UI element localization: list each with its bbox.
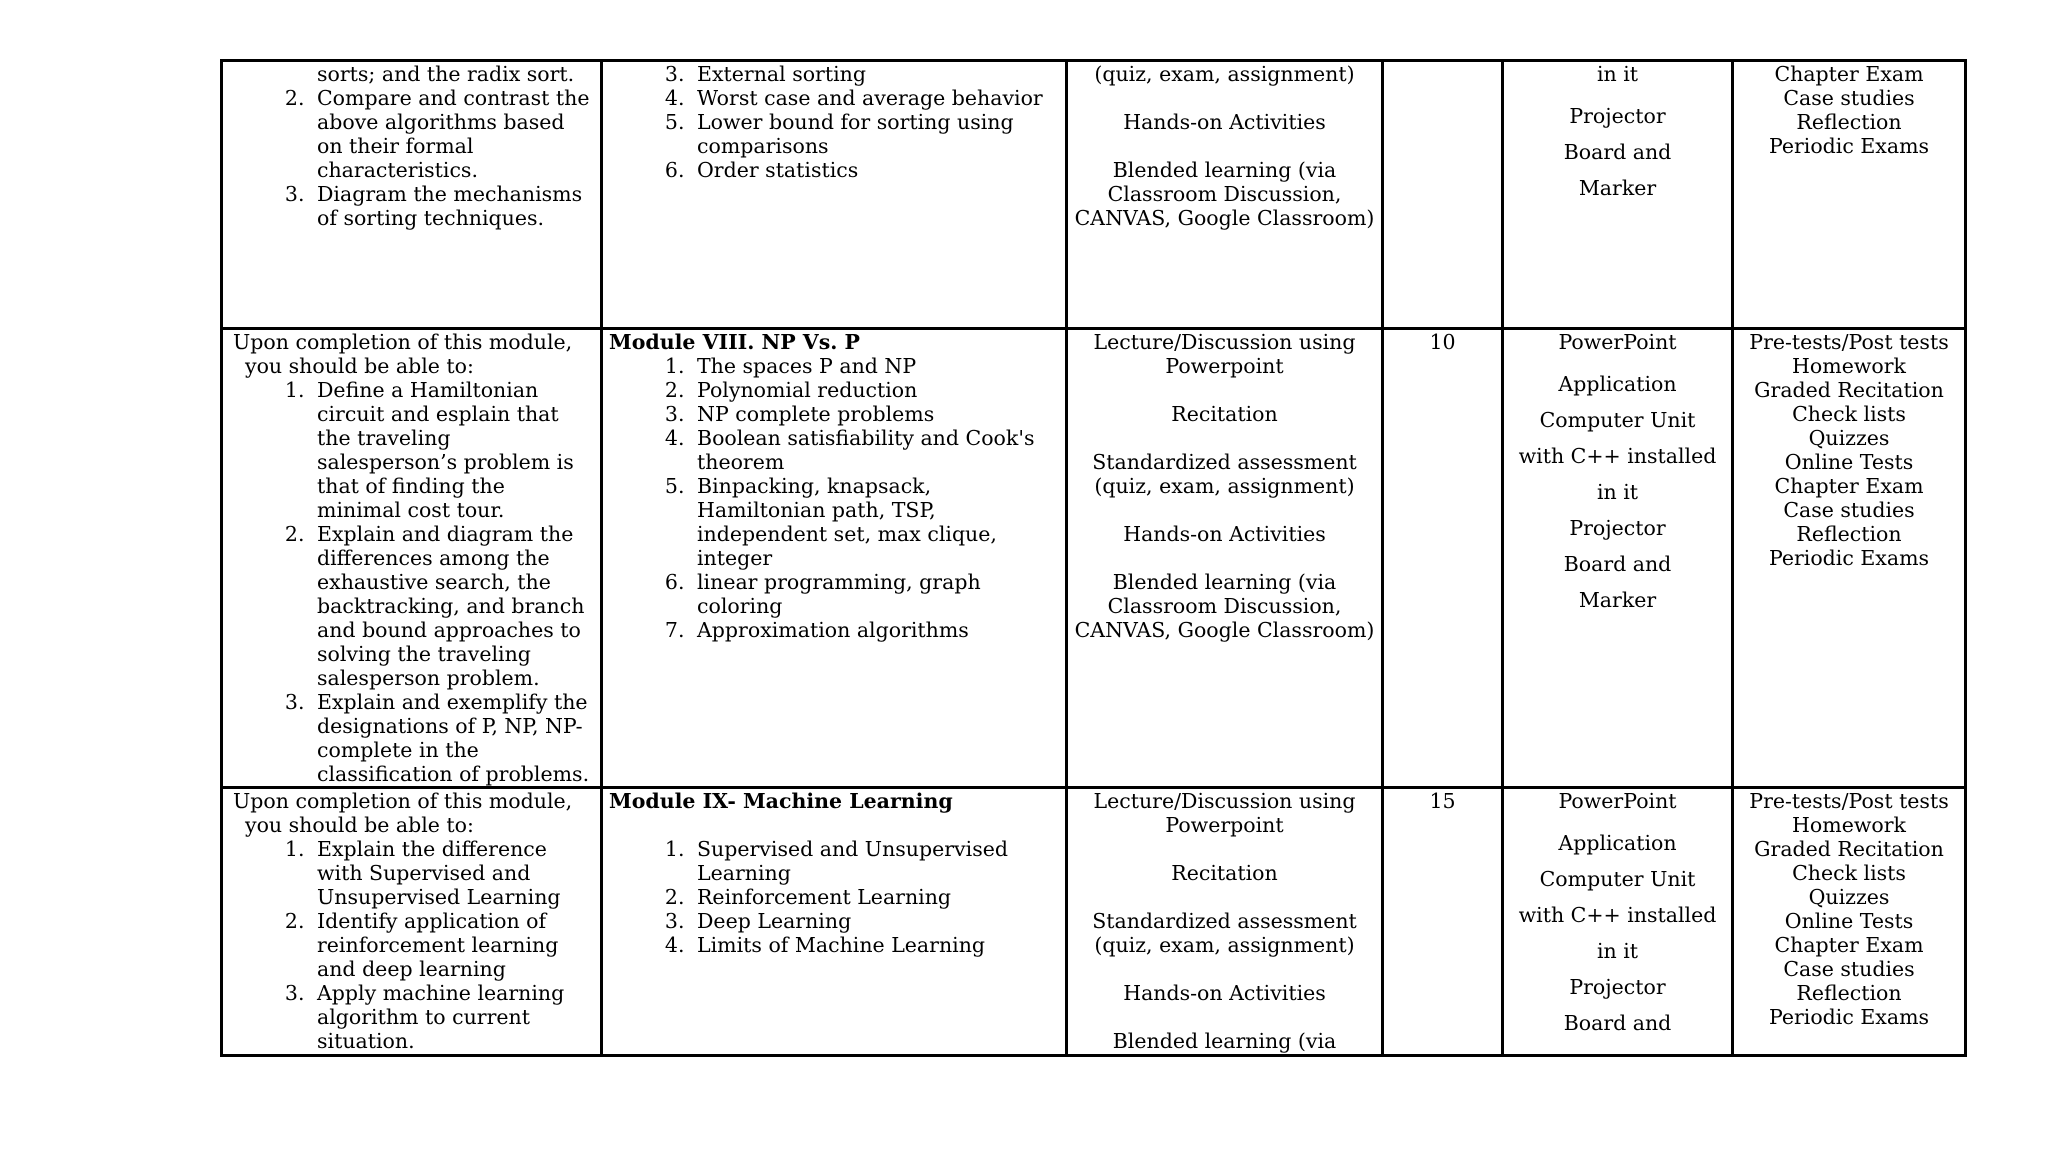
resource-item: Marker	[1578, 176, 1657, 200]
method-item: Hands-on Activities	[1123, 522, 1326, 546]
course-content-list	[609, 62, 1059, 182]
resource-item: Board and	[1563, 140, 1672, 164]
method-item: Standardized assessment (quiz, exam, assignment)	[1092, 450, 1357, 498]
assessment-item: Graded Recitation	[1754, 837, 1944, 861]
learning-outcomes-list	[229, 837, 594, 1053]
list-item: 3. Explain and exemplify the designations of P, NP, NP-complete in the classification of problems.	[311, 690, 594, 786]
method-item: Recitation	[1171, 402, 1278, 426]
assessment-cell	[1733, 329, 1966, 788]
method-item: (quiz, exam, assignment)	[1094, 62, 1355, 86]
list-item: 7. Approximation algorithms	[691, 618, 1059, 642]
syllabus-table	[220, 59, 1967, 1057]
list-item: 4. Boolean satisfiability and Cook's theorem	[691, 426, 1059, 474]
list-item: 6. linear programming, graph coloring	[691, 570, 1059, 618]
module-title: Module VIII. NP Vs. P	[609, 330, 860, 354]
list-item: 2. Reinforcement Learning	[691, 885, 1059, 909]
assessment-item: Quizzes	[1808, 426, 1890, 450]
syllabus-table-body	[222, 61, 1966, 1056]
course-content-cell	[602, 329, 1067, 788]
resource-item: Computer Unit	[1539, 408, 1696, 432]
resource-item: Application	[1558, 372, 1677, 396]
assessment-item: Online Tests	[1784, 909, 1914, 933]
list-item: 3. External sorting	[691, 62, 1059, 86]
teaching-methods-cell	[1067, 61, 1383, 329]
assessment-item: Case studies	[1783, 498, 1915, 522]
list-item: 2. Explain and diagram the differences among the exhaustive search, the backtracking, and branch and bound approaches to solving the traveling salesperson problem.	[311, 522, 594, 690]
learning-outcomes-list	[229, 62, 594, 230]
spacer	[609, 813, 1059, 837]
resource-item: in it	[1596, 62, 1639, 86]
method-item: Blended learning (via Classroom Discussion, CANVAS, Google Classroom)	[1074, 570, 1375, 642]
assessment-item: Chapter Exam	[1774, 933, 1924, 957]
outcomes-intro: Upon completion of this module, you should be able to:	[233, 330, 573, 378]
list-item: 2. Compare and contrast the above algorithms based on their formal characteristics.	[311, 86, 594, 182]
list-item: 2. Identify application of reinforcement learning and deep learning	[311, 909, 594, 981]
resource-item: Projector	[1569, 516, 1666, 540]
teaching-methods-cell	[1067, 329, 1383, 788]
assessment-item: Pre-tests/Post tests	[1749, 330, 1949, 354]
table-row	[222, 788, 1966, 1056]
assessment-item: Check lists	[1792, 402, 1906, 426]
resource-item: Computer Unit	[1539, 867, 1696, 891]
assessment-item: Periodic Exams	[1768, 546, 1930, 570]
method-item: Blended learning (via Classroom Discussion, CANVAS, Google Classroom)	[1074, 158, 1375, 230]
teaching-methods-cell	[1067, 788, 1383, 1056]
table-row	[222, 61, 1966, 329]
list-item: 3. Apply machine learning algorithm to current situation.	[311, 981, 594, 1053]
list-item: 3. Diagram the mechanisms of sorting techniques.	[311, 182, 594, 230]
assessment-item: Reflection	[1796, 110, 1902, 134]
assessment-cell	[1733, 788, 1966, 1056]
assessment-item: Graded Recitation	[1754, 378, 1944, 402]
learning-outcomes-cell	[222, 329, 602, 788]
outcomes-intro: Upon completion of this module, you should be able to:	[233, 789, 573, 837]
list-item: 3. Deep Learning	[691, 909, 1059, 933]
method-item: Hands-on Activities	[1123, 110, 1326, 134]
resource-item: Board and	[1563, 1011, 1672, 1035]
method-item: Lecture/Discussion using Powerpoint	[1093, 789, 1356, 837]
learning-outcomes-list	[229, 378, 594, 786]
list-item: 4. Limits of Machine Learning	[691, 933, 1059, 957]
assessment-item: Chapter Exam	[1774, 62, 1924, 86]
resource-item: PowerPoint	[1558, 789, 1677, 813]
course-content-list	[609, 354, 1059, 642]
resource-item: in it	[1596, 939, 1639, 963]
hours-cell: 15	[1383, 788, 1503, 1056]
list-item: 6. Order statistics	[691, 158, 1059, 182]
resources-cell	[1503, 788, 1733, 1056]
assessment-item: Homework	[1792, 354, 1906, 378]
list-item: 1. Supervised and Unsupervised Learning	[691, 837, 1059, 885]
course-content-cell	[602, 61, 1067, 329]
list-item: 3. NP complete problems	[691, 402, 1059, 426]
resource-item: Projector	[1569, 104, 1666, 128]
course-content-cell	[602, 788, 1067, 1056]
resource-item: PowerPoint	[1558, 330, 1677, 354]
assessment-item: Periodic Exams	[1768, 134, 1930, 158]
method-item: Lecture/Discussion using Powerpoint	[1093, 330, 1356, 378]
assessment-item: Check lists	[1792, 861, 1906, 885]
learning-outcomes-cell	[222, 788, 602, 1056]
list-item: 2. Polynomial reduction	[691, 378, 1059, 402]
method-item: Standardized assessment (quiz, exam, assignment)	[1092, 909, 1357, 957]
assessment-item: Online Tests	[1784, 450, 1914, 474]
resource-item: Marker	[1578, 588, 1657, 612]
assessment-item: Quizzes	[1808, 885, 1890, 909]
method-item: Recitation	[1171, 861, 1278, 885]
assessment-item: Case studies	[1783, 957, 1915, 981]
list-item: 1. Define a Hamiltonian circuit and esplain that the traveling salesperson’s problem is that of finding the minimal cost tour.	[311, 378, 594, 522]
resource-item: Application	[1558, 831, 1677, 855]
method-item: Hands-on Activities	[1123, 981, 1326, 1005]
resource-item: with C++ installed	[1518, 444, 1717, 468]
list-item: sorts; and the radix sort.	[317, 62, 575, 86]
assessment-item: Chapter Exam	[1774, 474, 1924, 498]
learning-outcomes-cell	[222, 61, 602, 329]
hours-cell: 10	[1383, 329, 1503, 788]
assessment-item: Reflection	[1796, 522, 1902, 546]
list-item: 1. Explain the difference with Supervised and Unsupervised Learning	[311, 837, 594, 909]
course-content-list	[609, 837, 1059, 957]
method-item: Blended learning (via	[1112, 1029, 1337, 1053]
module-title: Module IX- Machine Learning	[609, 789, 953, 813]
resources-cell	[1503, 329, 1733, 788]
list-item: 4. Worst case and average behavior	[691, 86, 1059, 110]
resources-cell	[1503, 61, 1733, 329]
list-item: 5. Binpacking, knapsack, Hamiltonian path, TSP, independent set, max clique, integer	[691, 474, 1059, 570]
resource-item: Projector	[1569, 975, 1666, 999]
assessment-item: Pre-tests/Post tests	[1749, 789, 1949, 813]
hours-cell	[1383, 61, 1503, 329]
resource-item: in it	[1596, 480, 1639, 504]
assessment-item: Homework	[1792, 813, 1906, 837]
assessment-item: Periodic Exams	[1768, 1005, 1930, 1029]
table-row	[222, 329, 1966, 788]
assessment-item: Case studies	[1783, 86, 1915, 110]
assessment-cell	[1733, 61, 1966, 329]
resource-item: with C++ installed	[1518, 903, 1717, 927]
assessment-item: Reflection	[1796, 981, 1902, 1005]
list-item: 5. Lower bound for sorting using comparisons	[691, 110, 1059, 158]
list-item: 1. The spaces P and NP	[691, 354, 1059, 378]
resource-item: Board and	[1563, 552, 1672, 576]
